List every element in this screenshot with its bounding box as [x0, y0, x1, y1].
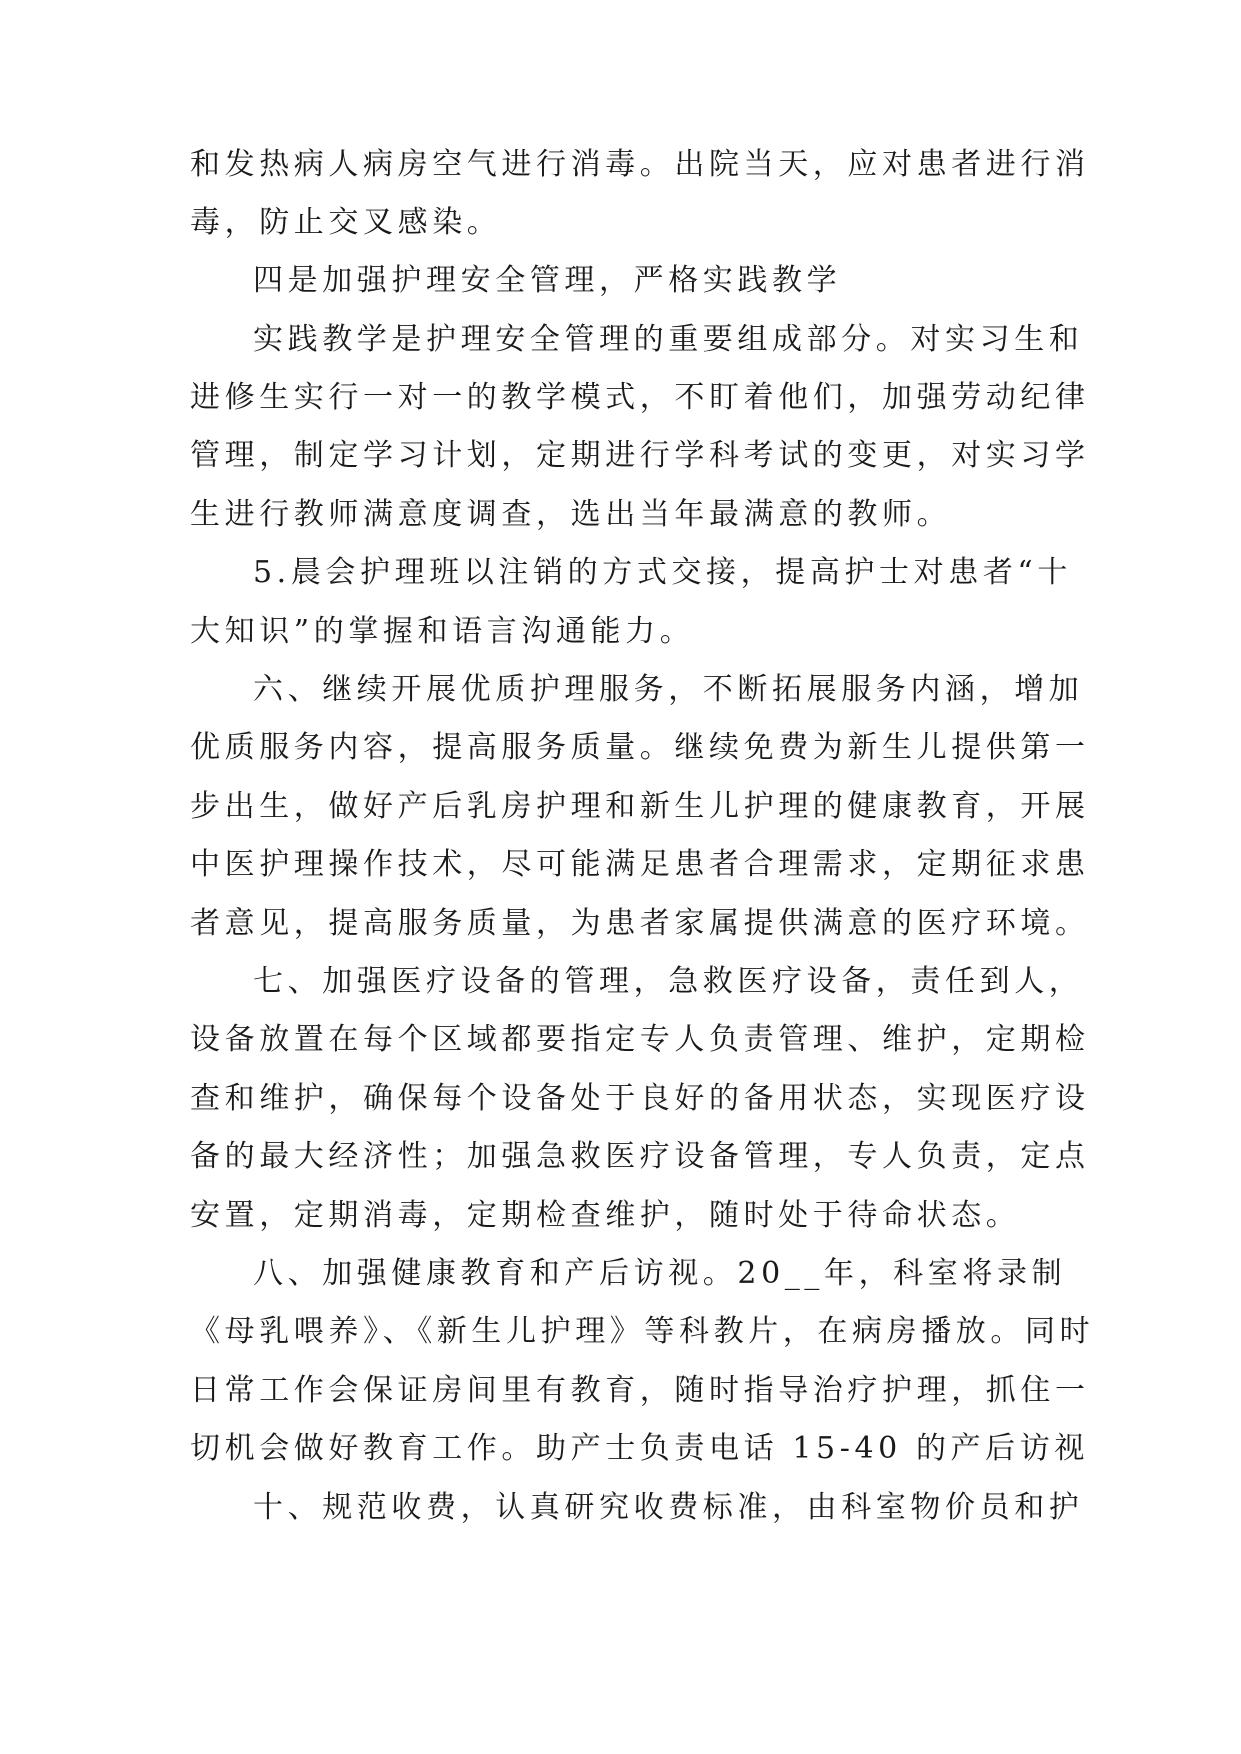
paragraph-line: 步出生，做好产后乳房护理和新生儿护理的健康教育，开展: [190, 789, 1090, 824]
paragraph-line: 备的最大经济性；加强急救医疗设备管理，专人负责，定点: [190, 1139, 1090, 1174]
paragraph-line: 七、加强医疗设备的管理，急救医疗设备，责任到人，: [253, 964, 1084, 999]
paragraph-line: 六、继续开展优质护理服务，不断拓展服务内涵，增加: [253, 672, 1084, 707]
paragraph-line: 优质服务内容，提高服务质量。继续免费为新生儿提供第一: [190, 730, 1090, 765]
paragraph-line: 《母乳喂养》、《新生儿护理》等科教片，在病房播放。同时: [190, 1314, 1095, 1349]
section-heading: 四是加强护理安全管理，严格实践教学: [253, 263, 842, 298]
paragraph-line: 八、加强健康教育和产后访视。20__年，科室将录制: [253, 1256, 1067, 1291]
paragraph-line: 安置，定期消毒，定期检查维护，随时处于待命状态。: [190, 1198, 1021, 1233]
paragraph-line: 和发热病人病房空气进行消毒。出院当天，应对患者进行消: [190, 147, 1090, 182]
paragraph-line: 者意见，提高服务质量，为患者家属提供满意的医疗环境。: [190, 906, 1090, 941]
paragraph-line: 日常工作会保证房间里有教育，随时指导治疗护理，抓住一: [190, 1373, 1090, 1408]
paragraph-line: 切机会做好教育工作。助产士负责电话 15-40 的产后访视: [190, 1431, 1089, 1466]
paragraph-line: 管理，制定学习计划，定期进行学科考试的变更，对实习学: [190, 438, 1090, 473]
paragraph-line: 5.晨会护理班以注销的方式交接，提高护士对患者“十: [253, 555, 1072, 590]
paragraph-line: 生进行教师满意度调查，选出当年最满意的教师。: [190, 497, 952, 532]
paragraph-line: 进修生实行一对一的教学模式，不盯着他们，加强劳动纪律: [190, 380, 1090, 415]
paragraph-line: 实践教学是护理安全管理的重要组成部分。对实习生和: [253, 322, 1084, 357]
paragraph-line: 毒，防止交叉感染。: [190, 205, 502, 240]
paragraph-line: 设备放置在每个区域都要指定专人负责管理、维护，定期检: [190, 1022, 1090, 1057]
paragraph-line: 查和维护，确保每个设备处于良好的备用状态，实现医疗设: [190, 1081, 1090, 1116]
paragraph-line: 十、规范收费，认真研究收费标准，由科室物价员和护: [253, 1490, 1084, 1525]
paragraph-line: 大知识”的掌握和语言沟通能力。: [190, 614, 695, 649]
paragraph-line: 中医护理操作技术，尽可能满足患者合理需求，定期征求患: [190, 847, 1090, 882]
